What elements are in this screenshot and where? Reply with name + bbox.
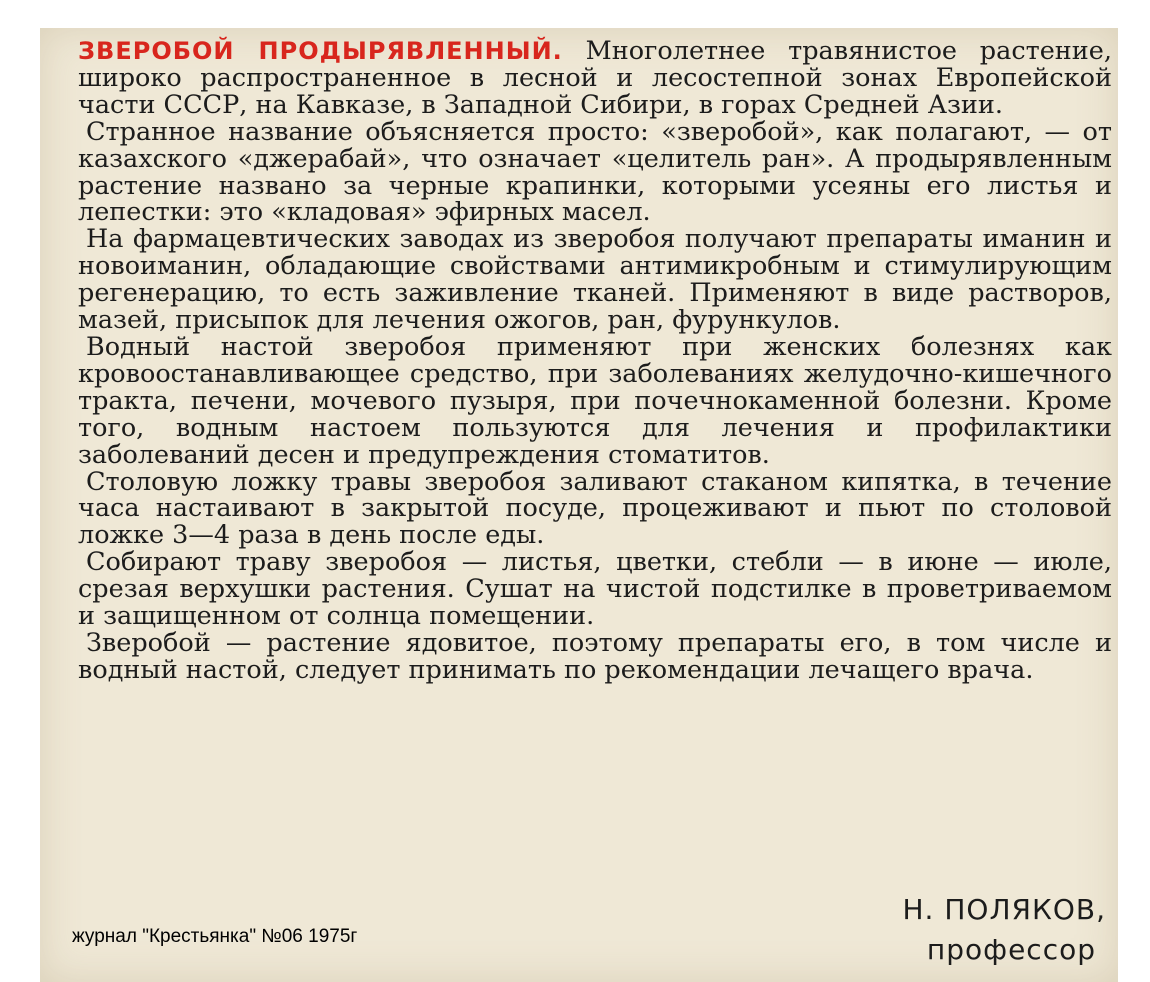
article-body xyxy=(78,38,1112,684)
article-paragraph: Водный настой зверобоя применяют при женских болезнях как кровоостанавливающее средство, при заболеваниях желудочно-кишечного тракта, печени, мочевого пузыря, при почечнокаменной болезни. Кроме того, водным настоем пользуются для лечения и профилактики заболеваний десен и предупреждения стоматитов. xyxy=(78,331,1112,470)
article-paragraph: На фармацевтических заводах из зверобоя получают препараты иманин и новоиманин, обладающие свойствами антимикробным и стимулирующим регенерацию, то есть заживление тканей. Применяют в виде растворов, мазей, присыпок для лечения ожогов, ран, фурункулов. xyxy=(78,224,1112,336)
article-paragraph: Зверобой — растение ядовитое, поэтому препараты его, в том числе и водный настой, следует принимать по рекомендации лечащего врача. xyxy=(78,627,1112,685)
article-paragraph: Странное название объясняется просто: «зверобой», как полагают, — от казахского «джерабай», что означает «целитель ран». А продырявленным растение названо за черные крапинки, которыми усеяны его листья и лепестки: это «кладовая» эфирных масел. xyxy=(78,116,1112,228)
source-caption: журнал "Крестьянка" №06 1975г xyxy=(72,926,358,947)
article-heading: ЗВЕРОБОЙ ПРОДЫРЯВЛЕННЫЙ. xyxy=(78,37,563,65)
author-title: профессор xyxy=(926,933,1096,966)
article-intro-paragraph xyxy=(78,38,1112,119)
article-paragraph: Собирают траву зверобоя — листья, цветки, стебли — в июне — июле, срезая верхушки растения. Сушат на чистой подстилке в проветриваемом и защищенном от солнца помещении. xyxy=(78,547,1112,632)
author-signature xyxy=(903,890,1107,970)
article-intro-text: Многолетнее травянистое растение, широко распространенное в лесной и лесостепной зонах Европейской части СССР, на Кавказе, в Западной Сибири, в горах Средней Азии. xyxy=(78,36,1112,120)
author-name: Н. ПОЛЯКОВ, xyxy=(902,893,1106,926)
article-paragraph: Столовую ложку травы зверобоя заливают стаканом кипятка, в течение часа настаивают в закрытой посуде, процеживают и пьют по столовой ложке 3—4 раза в день после еды. xyxy=(78,466,1112,551)
